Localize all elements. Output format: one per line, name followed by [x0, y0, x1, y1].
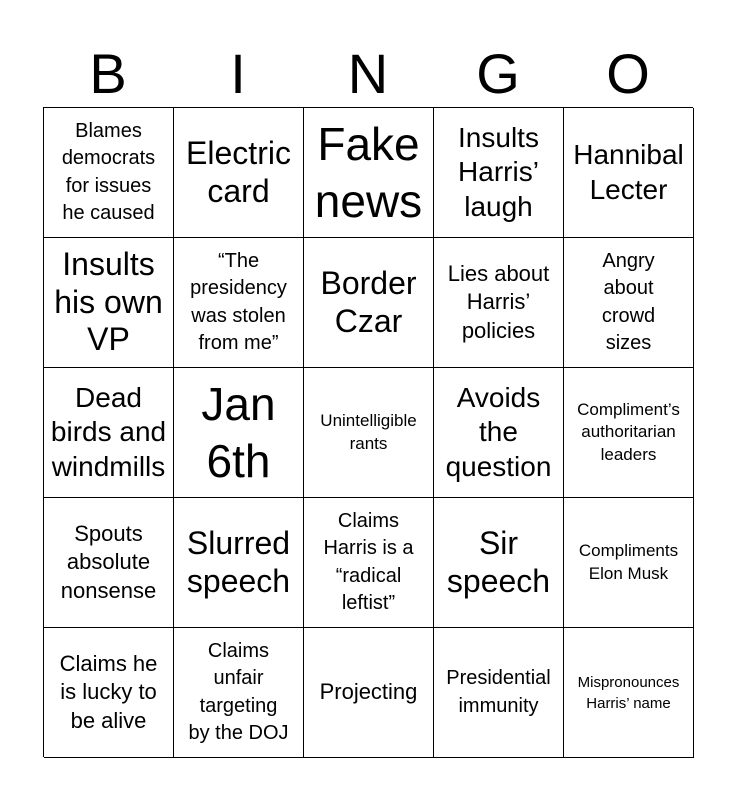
bingo-board — [43, 107, 693, 757]
bingo-cell[interactable] — [44, 628, 174, 758]
bingo-cell[interactable] — [564, 108, 694, 238]
cell-text: Insults Harris’ laugh — [458, 122, 539, 222]
cell-text: Fake news — [314, 118, 423, 227]
cell-text: Jan 6th — [201, 378, 276, 487]
cell-text: Sir speech — [446, 524, 551, 599]
bingo-cell[interactable] — [564, 628, 694, 758]
bingo-cell[interactable] — [304, 628, 434, 758]
cell-text: “The presidency was stolen from me” — [190, 249, 287, 354]
bingo-cell[interactable] — [44, 108, 174, 238]
cell-text: Compliment’s authoritarian leaders — [577, 399, 680, 464]
bingo-cell[interactable] — [304, 108, 434, 238]
cell-text: Compliments Elon Musk — [578, 541, 679, 583]
cell-text: Claims Harris is a “radical leftist” — [323, 509, 414, 614]
header-letter-i: I — [230, 42, 246, 105]
bingo-cell[interactable] — [174, 108, 304, 238]
bingo-cell[interactable] — [174, 628, 304, 758]
cell-text: Lies about Harris’ policies — [447, 261, 550, 343]
bingo-cell[interactable] — [564, 498, 694, 628]
cell-text: Mispronounces Harris’ name — [577, 673, 680, 712]
cell-text: Spouts absolute nonsense — [60, 521, 157, 603]
cell-text: Hannibal Lecter — [573, 139, 684, 205]
cell-text: Electric card — [186, 134, 291, 209]
bingo-cell[interactable] — [434, 108, 564, 238]
bingo-cell[interactable] — [174, 238, 304, 368]
bingo-cell[interactable] — [434, 238, 564, 368]
bingo-cell[interactable] — [44, 368, 174, 498]
cell-text: Avoids the question — [445, 382, 552, 482]
cell-text: Claims he is lucky to be alive — [59, 651, 158, 733]
header-letter-b: B — [89, 42, 127, 105]
cell-text: Presidential immunity — [446, 667, 551, 717]
bingo-header — [43, 42, 693, 106]
bingo-cell[interactable] — [44, 498, 174, 628]
bingo-cell[interactable] — [304, 368, 434, 498]
bingo-cell[interactable] — [434, 368, 564, 498]
header-letter-o: O — [606, 42, 650, 105]
cell-text: Angry about crowd sizes — [601, 249, 656, 354]
bingo-cell[interactable] — [564, 368, 694, 498]
cell-text: Blames democrats for issues he caused — [61, 119, 156, 224]
bingo-cell[interactable] — [304, 238, 434, 368]
bingo-cell[interactable] — [434, 498, 564, 628]
cell-text: Claims unfair targeting by the DOJ — [188, 639, 289, 744]
cell-text: Unintelligible rants — [320, 411, 417, 453]
cell-text: Border Czar — [320, 264, 417, 339]
bingo-cell[interactable] — [564, 238, 694, 368]
bingo-cell[interactable] — [434, 628, 564, 758]
cell-text: Slurred speech — [186, 524, 291, 599]
bingo-cell[interactable] — [174, 368, 304, 498]
header-letter-n: N — [347, 42, 389, 105]
header-letter-g: G — [476, 42, 520, 105]
cell-text: Insults his own VP — [54, 245, 163, 358]
bingo-cell[interactable] — [304, 498, 434, 628]
bingo-cell[interactable] — [44, 238, 174, 368]
cell-text: Dead birds and windmills — [50, 382, 167, 482]
cell-text: Projecting — [319, 679, 418, 705]
bingo-cell[interactable] — [174, 498, 304, 628]
